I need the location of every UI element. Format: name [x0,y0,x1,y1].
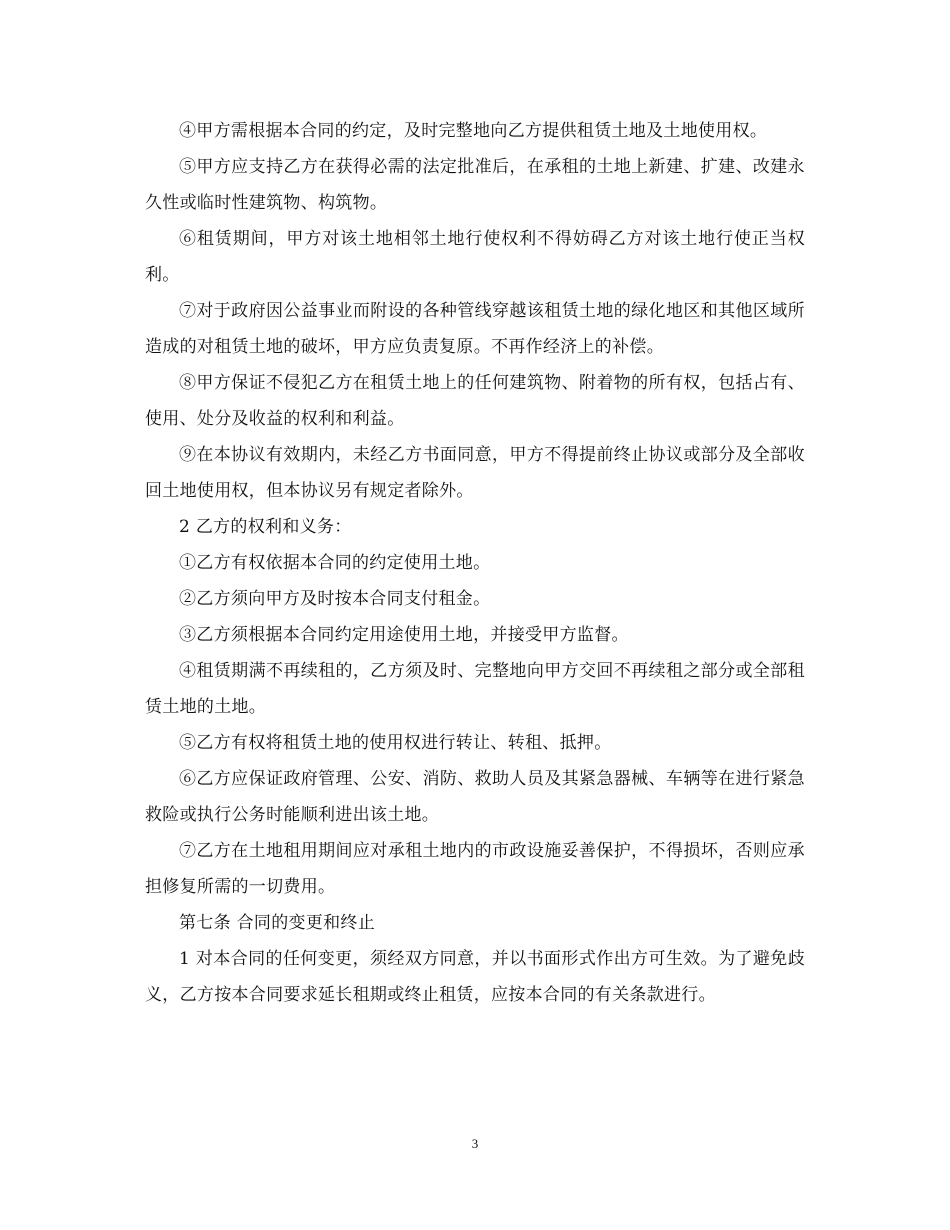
paragraph-tenant-right-4: ④租赁期满不再续租的，乙方须及时、完整地向甲方交回不再续租之部分或全部租赁土地的土地。 [145,661,805,717]
paragraph-tenant-right-7: ⑦乙方在土地租用期间应对承租土地内的市政设施妥善保护，不得损坏，否则应承担修复所需的一切费用。 [145,841,805,897]
paragraph-landlord-duty-4: ④甲方需根据本合同的约定，及时完整地向乙方提供租赁土地及土地使用权。 [179,121,768,141]
paragraph-tenant-right-3: ③乙方须根据本合同约定用途使用土地，并接受甲方监督。 [179,625,629,645]
paragraph-tenant-right-2: ②乙方须向甲方及时按本合同支付租金。 [179,589,491,609]
paragraph-tenant-right-6: ⑥乙方应保证政府管理、公安、消防、救助人员及其紧急器械、车辆等在进行紧急救险或执行公务时能顺利进出该土地。 [145,769,805,825]
paragraph-tenant-right-5: ⑤乙方有权将租赁土地的使用权进行转让、转租、抵押。 [179,733,612,753]
document-body [145,113,805,1013]
paragraph-landlord-duty-9: ⑨在本协议有效期内，未经乙方书面同意，甲方不得提前终止协议或部分及全部收回土地使用权，但本协议另有规定者除外。 [145,445,805,501]
page-number: 3 [471,1136,479,1151]
article-seven-heading: 第七条 合同的变更和终止 [179,913,376,933]
paragraph-landlord-duty-5: ⑤甲方应支持乙方在获得必需的法定批准后，在承租的土地上新建、扩建、改建永久性或临时性建筑物、构筑物。 [145,157,805,213]
section-heading-tenant-rights: 2 乙方的权利和义务： [179,517,352,537]
paragraph-tenant-right-1: ①乙方有权依据本合同的约定使用土地。 [179,553,491,573]
paragraph-landlord-duty-8: ⑧甲方保证不侵犯乙方在租赁土地上的任何建筑物、附着物的所有权，包括占有、使用、处分及收益的权利和利益。 [145,373,805,429]
paragraph-landlord-duty-7: ⑦对于政府因公益事业而附设的各种管线穿越该租赁土地的绿化地区和其他区域所造成的对租赁土地的破坏，甲方应负责复原。不再作经济上的补偿。 [145,301,805,357]
paragraph-landlord-duty-6: ⑥租赁期间，甲方对该土地相邻土地行使权利不得妨碍乙方对该土地行使正当权利。 [145,229,805,285]
paragraph-contract-change-1: 1 对本合同的任何变更，须经双方同意，并以书面形式作出方可生效。为了避免歧义，乙方按本合同要求延长租期或终止租赁，应按本合同的有关条款进行。 [145,949,805,1005]
